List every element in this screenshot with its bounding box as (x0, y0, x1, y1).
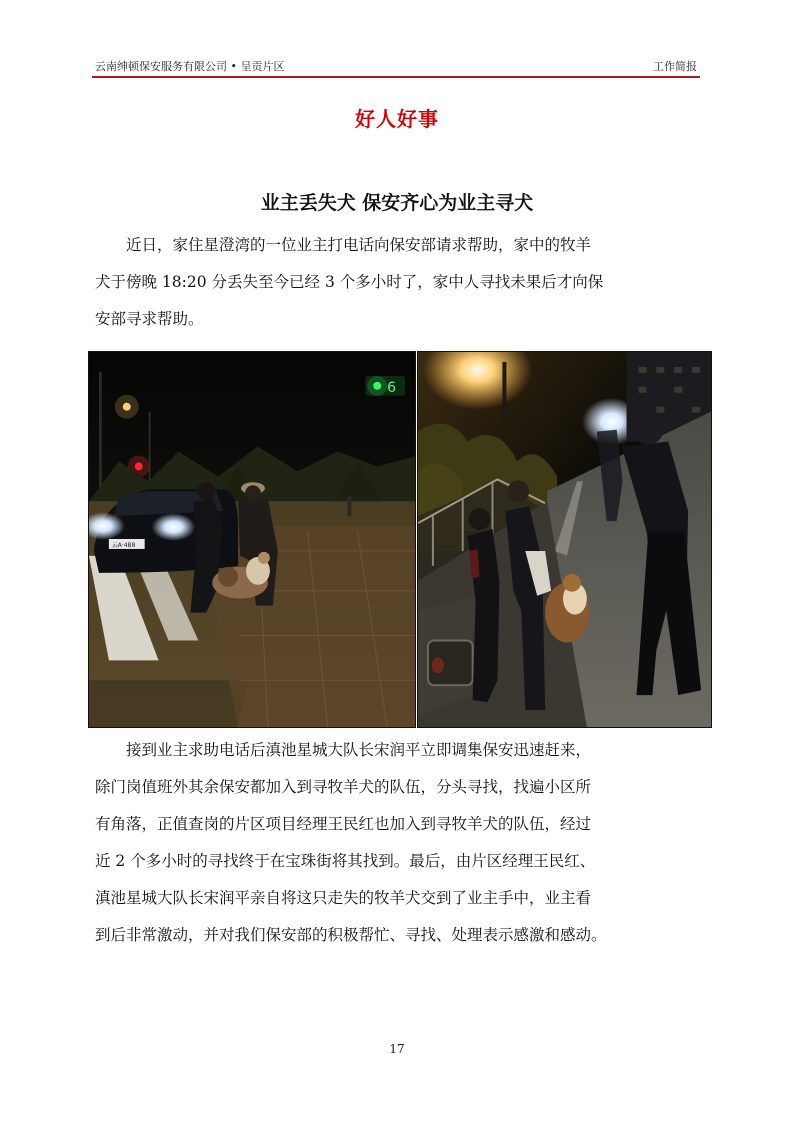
page-header (95, 58, 697, 75)
paragraph-1-line: 近日，家住星澄湾的一位业主打电话向保安部请求帮助，家中的牧羊 (126, 236, 592, 254)
page-number: 17 (389, 1042, 405, 1056)
header-report-name: 工作简报 (653, 60, 697, 73)
paragraph-2 (95, 732, 699, 954)
photo-night-sidewalk-guards (417, 351, 712, 728)
paragraph-2-line: 有角落，正值查岗的片区项目经理王民红也加入到寻牧羊犬的队伍，经过 (95, 815, 592, 833)
paragraph-1-line: 犬于傍晚 18:20 分丢失至今已经 3 个多小时了，家中人寻找未果后才向保 (95, 273, 604, 291)
paragraph-1-line: 安部寻求帮助。 (95, 310, 204, 328)
license-plate: 云A·4B8 (111, 541, 136, 549)
paragraph-1 (95, 227, 699, 338)
paragraph-2-line: 除门岗值班外其余保安都加入到寻牧羊犬的队伍，分头寻找，找遍小区所 (95, 778, 592, 796)
paragraph-2-line: 滇池星城大队长宋润平亲自将这只走失的牧羊犬交到了业主手中，业主看 (95, 889, 592, 907)
photo-left-image (89, 352, 415, 727)
header-company: 云南绅顿保安服务有限公司 • 呈贡片区 (95, 60, 285, 73)
header-divider (92, 76, 700, 78)
section-title: 好人好事 (355, 107, 439, 131)
traffic-signal-number: 6 (387, 379, 397, 396)
article-title: 业主丢失犬 保安齐心为业主寻犬 (260, 192, 534, 214)
paragraph-2-line: 近 2 个多小时的寻找终于在宝珠街将其找到。最后，由片区经理王民红、 (95, 852, 596, 870)
paragraph-2-line: 接到业主求助电话后滇池星城大队长宋润平立即调集保安迅速赶来， (126, 741, 592, 759)
paragraph-2-line: 到后非常激动，并对我们保安部的积极帮忙、寻找、处理表示感激和感动。 (95, 926, 607, 944)
photo-night-street-car (88, 351, 416, 728)
photo-right-image (418, 352, 711, 727)
